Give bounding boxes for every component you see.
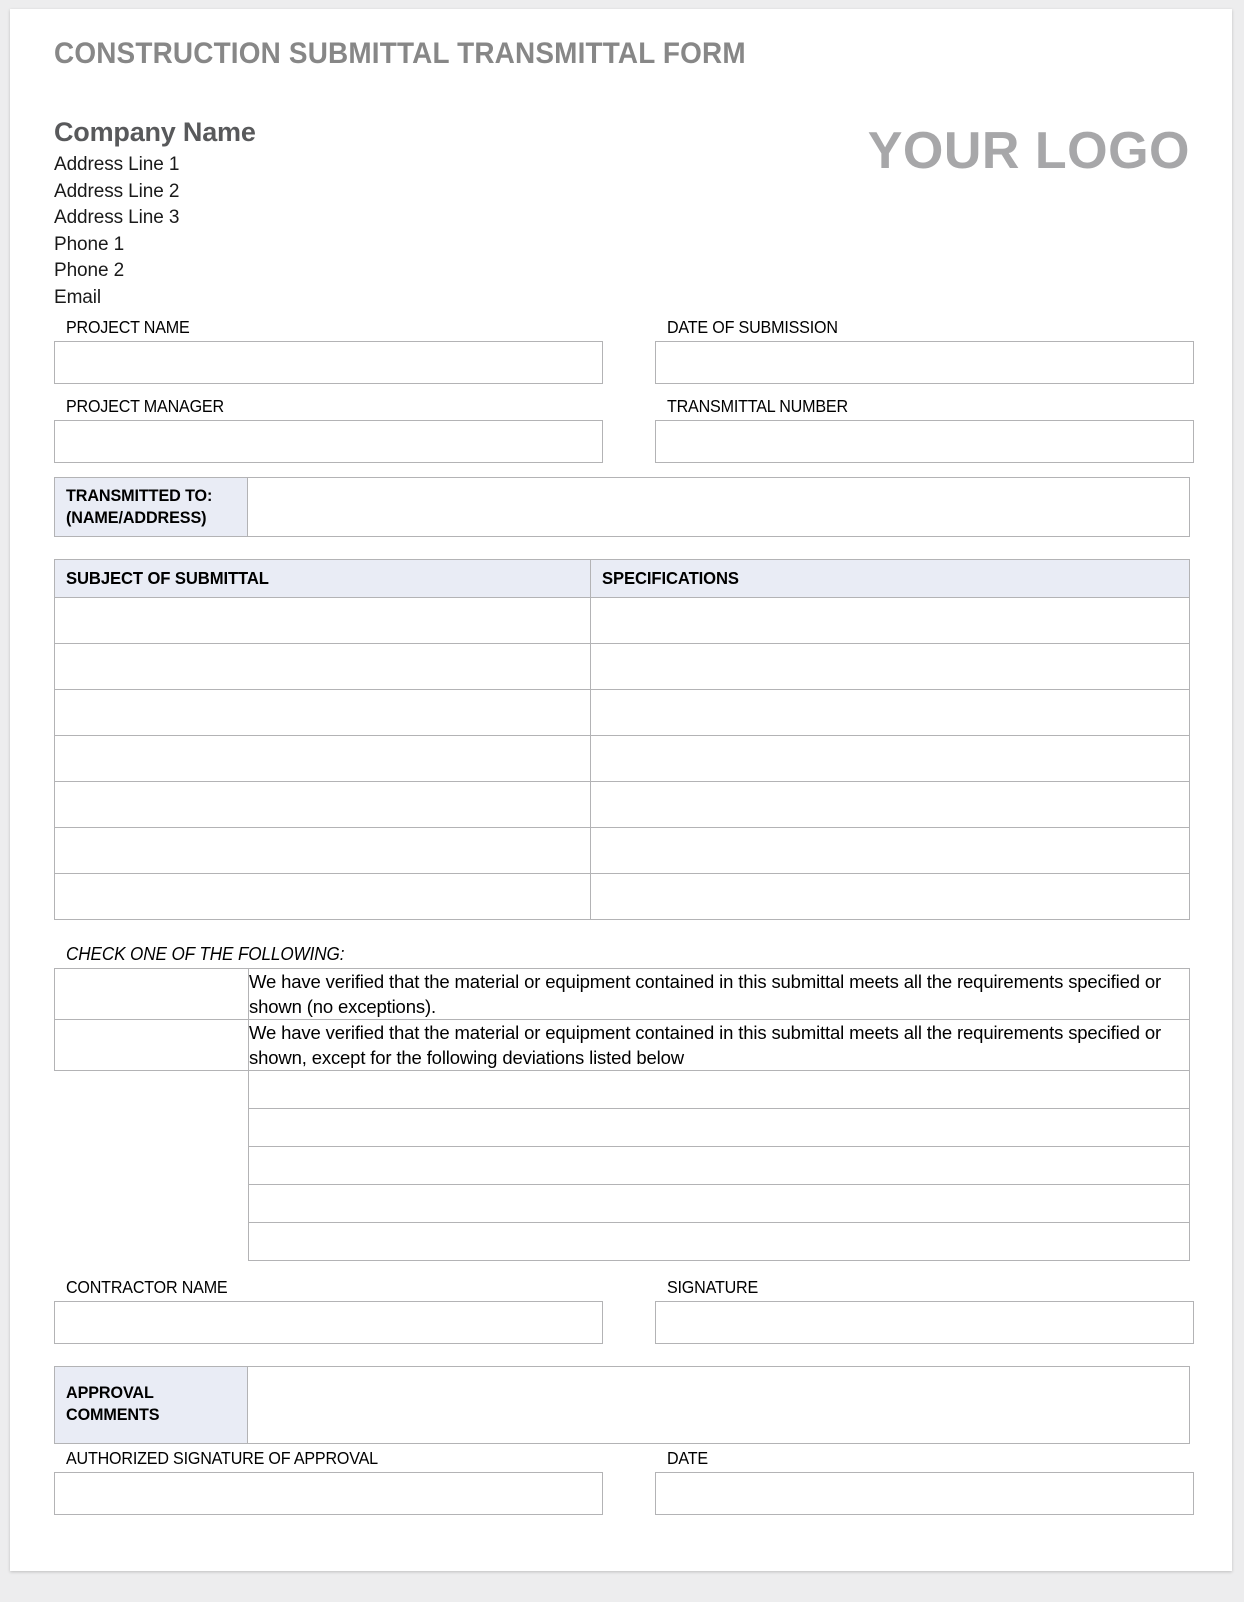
deviation-input[interactable]	[249, 1223, 1190, 1261]
transmitted-to-label	[55, 478, 248, 536]
letterhead	[44, 117, 1194, 317]
signature-label: SIGNATURE	[666, 1277, 759, 1297]
approval-comments-input[interactable]	[248, 1367, 1189, 1443]
contractor-row	[44, 1277, 1194, 1344]
cell-specifications[interactable]	[591, 828, 1190, 874]
form-page	[10, 9, 1232, 1571]
deviation-row	[55, 1147, 1190, 1185]
approval-signature-row	[44, 1448, 1194, 1515]
authorized-signature-input[interactable]	[54, 1472, 603, 1515]
authorized-signature-label: AUTHORIZED SIGNATURE OF APPROVAL	[65, 1448, 378, 1468]
cell-specifications[interactable]	[591, 690, 1190, 736]
contractor-name-field-group	[54, 1277, 603, 1344]
table-row	[55, 598, 1190, 644]
authorized-signature-field-group	[54, 1448, 603, 1515]
check-one-table	[54, 968, 1190, 1261]
date-input[interactable]	[655, 1472, 1194, 1515]
logo-placeholder: YOUR LOGO	[867, 122, 1190, 180]
transmittal-number-input[interactable]	[655, 420, 1194, 463]
table-row	[55, 736, 1190, 782]
table-row	[55, 644, 1190, 690]
date-of-submission-input[interactable]	[655, 341, 1194, 384]
project-manager-field-group	[54, 396, 603, 463]
deviation-spacer	[55, 1185, 249, 1223]
cell-specifications[interactable]	[591, 644, 1190, 690]
transmitted-to-label-line-1: TRANSMITTED TO:	[66, 486, 213, 505]
checkbox-option-1[interactable]	[55, 969, 249, 1020]
project-name-field-group	[54, 317, 603, 384]
project-name-input[interactable]	[54, 341, 603, 384]
contractor-name-input[interactable]	[54, 1301, 603, 1344]
date-label: DATE	[666, 1448, 708, 1468]
cell-subject[interactable]	[55, 828, 591, 874]
statement-option-1: We have verified that the material or equipment contained in this submittal meets all the requirements specified or shown (no exceptions).	[249, 969, 1190, 1020]
transmittal-number-label: TRANSMITTAL NUMBER	[666, 396, 848, 416]
approval-comments-label-line-2: COMMENTS	[66, 1405, 160, 1424]
deviation-row	[55, 1223, 1190, 1261]
company-email: Email	[54, 286, 102, 308]
cell-specifications[interactable]	[591, 736, 1190, 782]
transmitted-to-label-line-2: (NAME/ADDRESS)	[66, 508, 207, 527]
deviation-input[interactable]	[249, 1071, 1190, 1109]
deviation-spacer	[55, 1223, 249, 1261]
deviation-row	[55, 1109, 1190, 1147]
cell-subject[interactable]	[55, 874, 591, 920]
check-option-row	[55, 969, 1190, 1020]
cell-specifications[interactable]	[591, 598, 1190, 644]
transmitted-to-row	[54, 477, 1190, 537]
column-header-subject-of-submittal: SUBJECT OF SUBMITTAL	[55, 560, 591, 598]
date-of-submission-field-group	[655, 317, 1194, 384]
company-phone-2: Phone 2	[54, 260, 125, 281]
approval-comments-label-line-1: APPROVAL	[66, 1383, 154, 1402]
deviation-row	[55, 1185, 1190, 1223]
deviation-spacer	[55, 1147, 249, 1185]
table-row	[55, 782, 1190, 828]
approval-comments-row	[54, 1366, 1190, 1444]
company-info-block	[54, 117, 256, 311]
deviation-spacer	[55, 1071, 249, 1109]
deviation-spacer	[55, 1109, 249, 1147]
submittal-table	[54, 559, 1190, 920]
cell-subject[interactable]	[55, 598, 591, 644]
cell-subject[interactable]	[55, 782, 591, 828]
transmittal-number-field-group	[655, 396, 1194, 463]
company-address-line-2: Address Line 2	[54, 180, 180, 202]
table-row	[55, 690, 1190, 736]
project-name-label: PROJECT NAME	[65, 317, 190, 337]
transmitted-to-input[interactable]	[248, 478, 1189, 536]
project-info-row-1	[44, 317, 1194, 384]
cell-specifications[interactable]	[591, 782, 1190, 828]
cell-subject[interactable]	[55, 644, 591, 690]
table-row	[55, 828, 1190, 874]
signature-input[interactable]	[655, 1301, 1194, 1344]
project-manager-input[interactable]	[54, 420, 603, 463]
checkbox-option-2[interactable]	[55, 1020, 249, 1071]
approval-comments-label	[55, 1367, 248, 1443]
table-row	[55, 874, 1190, 920]
company-address-line-1: Address Line 1	[54, 154, 180, 175]
check-one-heading: CHECK ONE OF THE FOLLOWING:	[66, 944, 345, 964]
deviation-input[interactable]	[249, 1147, 1190, 1185]
date-of-submission-label: DATE OF SUBMISSION	[666, 317, 838, 337]
statement-option-2: We have verified that the material or equipment contained in this submittal meets all the requirements specified or shown, except for the following deviations listed below	[249, 1020, 1190, 1071]
column-header-specifications: SPECIFICATIONS	[591, 560, 1190, 598]
check-option-row	[55, 1020, 1190, 1071]
deviation-input[interactable]	[249, 1109, 1190, 1147]
signature-field-group	[655, 1277, 1194, 1344]
deviation-input[interactable]	[249, 1185, 1190, 1223]
company-name: Company Name	[54, 117, 256, 147]
project-manager-label: PROJECT MANAGER	[65, 396, 224, 416]
cell-subject[interactable]	[55, 736, 591, 782]
cell-subject[interactable]	[55, 690, 591, 736]
cell-specifications[interactable]	[591, 874, 1190, 920]
page-title: CONSTRUCTION SUBMITTAL TRANSMITTAL FORM	[54, 37, 746, 70]
contractor-name-label: CONTRACTOR NAME	[65, 1277, 228, 1297]
company-phone-1: Phone 1	[54, 233, 125, 255]
submittal-table-header-row	[55, 560, 1190, 598]
deviation-row	[55, 1071, 1190, 1109]
project-info-row-2	[44, 396, 1194, 463]
date-field-group	[655, 1448, 1194, 1515]
company-address-line-3: Address Line 3	[54, 207, 180, 228]
